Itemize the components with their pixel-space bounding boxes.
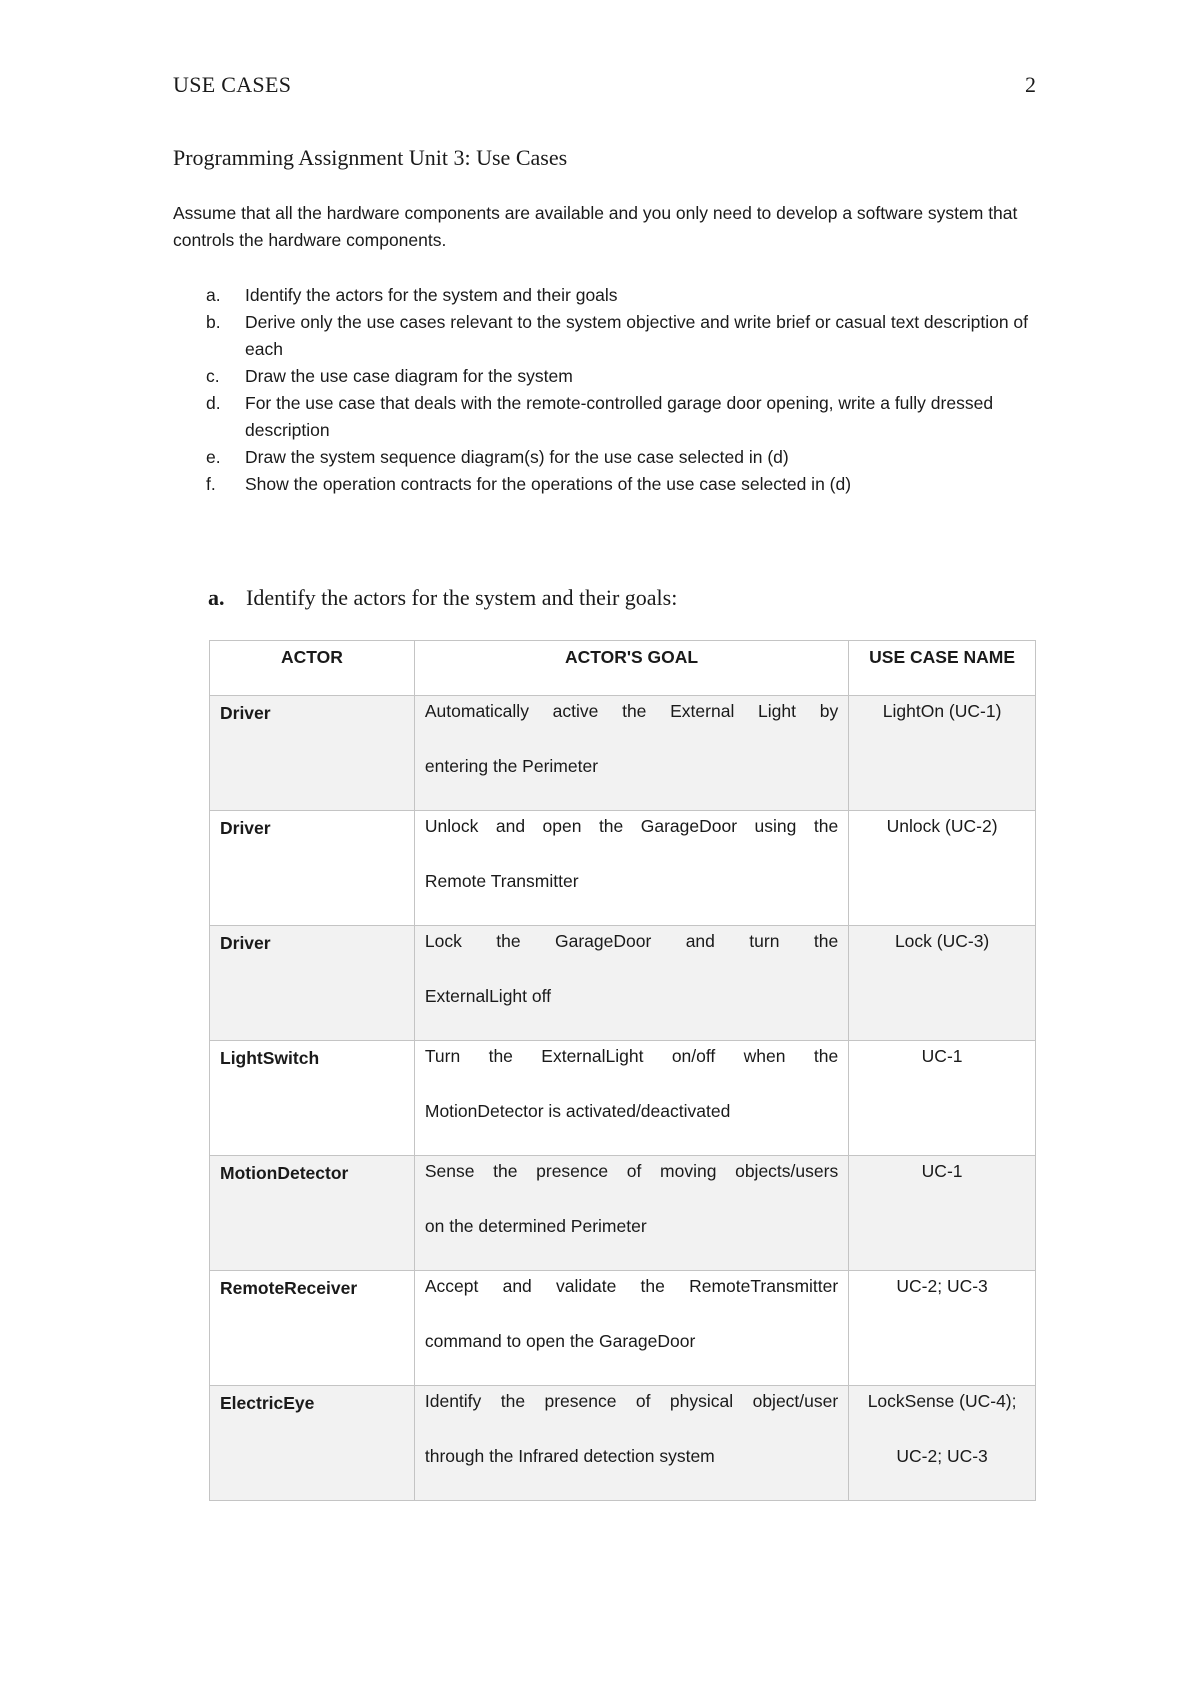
- page-number: 2: [1025, 72, 1036, 97]
- actor-cell: LightSwitch: [210, 1041, 415, 1156]
- list-item-text: Show the operation contracts for the operations of the use case selected in (d): [245, 474, 852, 494]
- actor-cell: MotionDetector: [210, 1156, 415, 1271]
- use-case-line: UC-1: [921, 1161, 963, 1181]
- section-marker: a.: [208, 585, 225, 610]
- goal-line: Automatically active the External Light by: [424, 701, 839, 721]
- column-header-actor: ACTOR: [210, 641, 415, 696]
- goal-cell: [414, 811, 848, 926]
- table-header-row: [210, 641, 1036, 696]
- table-row: [210, 696, 1036, 811]
- list-marker: b.: [206, 312, 221, 332]
- list-item: [206, 471, 1036, 498]
- list-item: [206, 363, 1036, 390]
- page-title: Programming Assignment Unit 3: Use Cases: [173, 145, 568, 170]
- use-case-line: UC-2; UC-3: [896, 1276, 988, 1296]
- goal-line: through the Infrared detection system: [424, 1446, 715, 1466]
- intro-paragraph: Assume that all the hardware components are available and you only need to develop a software system that controls the hardware components.: [173, 203, 1018, 250]
- section-heading: [208, 585, 677, 611]
- goal-line: Turn the ExternalLight on/off when the: [424, 1046, 839, 1066]
- goal-cell: [414, 1386, 848, 1501]
- goal-line: ExternalLight off: [424, 986, 552, 1006]
- table-row: [210, 1041, 1036, 1156]
- use-case-line: LockSense (UC-4);: [867, 1391, 1017, 1411]
- list-marker: d.: [206, 393, 221, 413]
- goal-line: Unlock and open the GarageDoor using the: [424, 816, 839, 836]
- list-item-text: Draw the system sequence diagram(s) for the use case selected in (d): [245, 447, 789, 467]
- list-item-text: For the use case that deals with the remote-controlled garage door opening, write a fully dressed description: [245, 393, 994, 440]
- list-marker: a.: [206, 285, 221, 305]
- column-header-goal: ACTOR'S GOAL: [414, 641, 848, 696]
- goal-line: Identify the presence of physical object/user: [424, 1391, 839, 1411]
- list-item: [206, 282, 1036, 309]
- use-case-line: Lock (UC-3): [894, 931, 990, 951]
- goal-cell: [414, 1156, 848, 1271]
- actor-cell: RemoteReceiver: [210, 1271, 415, 1386]
- use-case-cell: [849, 1271, 1036, 1386]
- goal-cell: [414, 696, 848, 811]
- list-item-text: Identify the actors for the system and their goals: [245, 285, 618, 305]
- column-header-use-case: USE CASE NAME: [849, 641, 1036, 696]
- table-row: [210, 1271, 1036, 1386]
- goal-line: Remote Transmitter: [424, 871, 579, 891]
- list-marker: f.: [206, 474, 216, 494]
- goal-cell: [414, 926, 848, 1041]
- section-heading-text: Identify the actors for the system and their goals:: [246, 585, 678, 610]
- actor-cell: Driver: [210, 696, 415, 811]
- list-marker: c.: [206, 366, 220, 386]
- list-item: [206, 309, 1036, 363]
- actors-table: [209, 640, 1036, 1501]
- use-case-cell: [849, 1386, 1036, 1501]
- goal-line: MotionDetector is activated/deactivated: [424, 1101, 731, 1121]
- goal-cell: [414, 1041, 848, 1156]
- list-item: [206, 390, 1036, 444]
- goal-line: Sense the presence of moving objects/users: [424, 1161, 839, 1181]
- actor-cell: Driver: [210, 926, 415, 1041]
- list-item-text: Derive only the use cases relevant to the system objective and write brief or casual text description of each: [245, 312, 1029, 359]
- goal-cell: [414, 1271, 848, 1386]
- table-row: [210, 926, 1036, 1041]
- use-case-cell: [849, 696, 1036, 811]
- use-case-cell: [849, 1041, 1036, 1156]
- table-row: [210, 1386, 1036, 1501]
- use-case-cell: [849, 926, 1036, 1041]
- actor-cell: Driver: [210, 811, 415, 926]
- list-marker: e.: [206, 447, 221, 467]
- use-case-line: LightOn (UC-1): [882, 701, 1002, 721]
- use-case-line: UC-1: [921, 1046, 963, 1066]
- use-case-line: UC-2; UC-3: [896, 1446, 988, 1466]
- goal-line: entering the Perimeter: [424, 756, 599, 776]
- list-item: [206, 444, 1036, 471]
- goal-line: command to open the GarageDoor: [424, 1331, 696, 1351]
- task-list: [206, 282, 1036, 498]
- table-row: [210, 811, 1036, 926]
- goal-line: Lock the GarageDoor and turn the: [424, 931, 839, 951]
- goal-line: Accept and validate the RemoteTransmitter: [424, 1276, 839, 1296]
- actor-cell: ElectricEye: [210, 1386, 415, 1501]
- running-head: USE CASES: [173, 72, 292, 97]
- table-row: [210, 1156, 1036, 1271]
- goal-line: on the determined Perimeter: [424, 1216, 647, 1236]
- use-case-cell: [849, 1156, 1036, 1271]
- use-case-cell: [849, 811, 1036, 926]
- use-case-line: Unlock (UC-2): [886, 816, 998, 836]
- list-item-text: Draw the use case diagram for the system: [245, 366, 573, 386]
